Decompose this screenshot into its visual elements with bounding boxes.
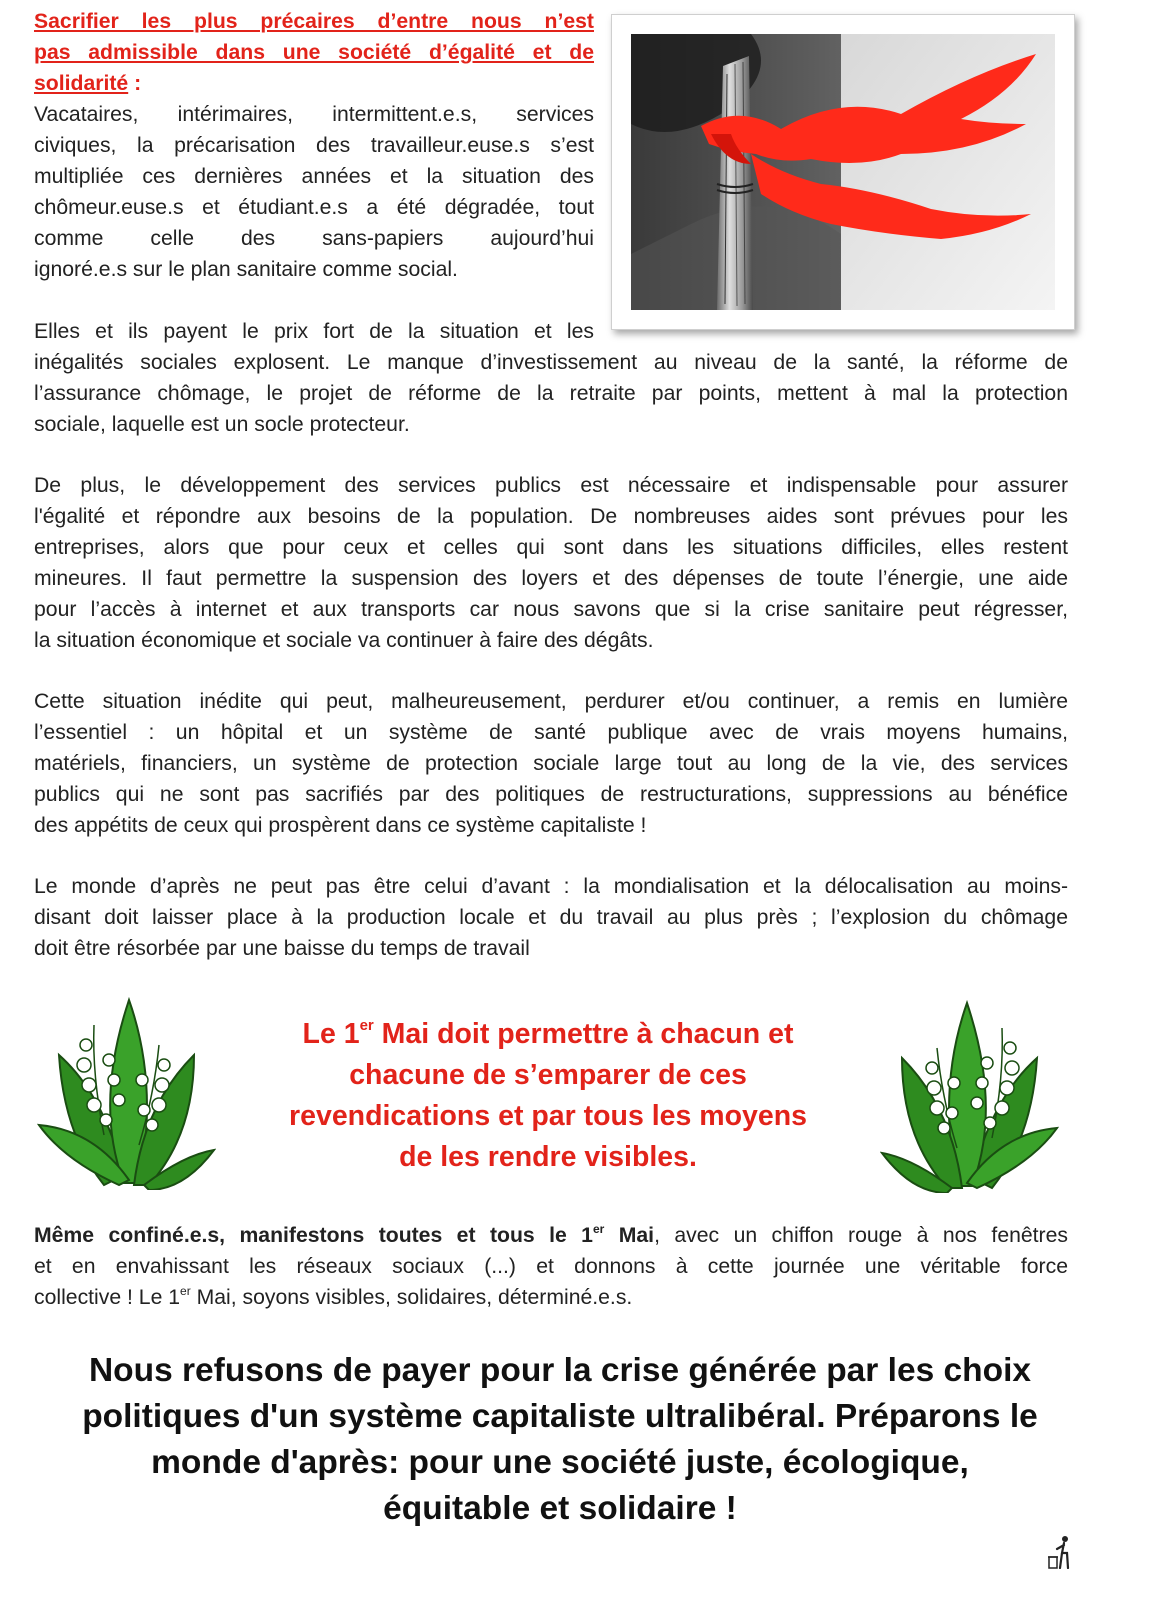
slogan-line: chacune de s’emparer de ces <box>349 1059 747 1091</box>
slogan-line <box>245 1005 851 1055</box>
mobilisation-bold-text: Mai <box>604 1224 655 1247</box>
paragraph-line: De plus, le développement des services publics est nécessaire et indispensable pour assurer <box>34 474 1068 497</box>
paragraph-4 <box>34 686 1068 841</box>
paragraph-line: l'égalité et répondre aux besoins de la population. De nombreuses aides sont prévues pour les <box>34 505 1068 528</box>
intro-paragraph <box>34 6 594 285</box>
paragraph-line: l’assurance chômage, le projet de réforme de la retraite par points, mettent à mal la protection <box>34 382 1068 405</box>
paragraph-line: la situation économique et sociale va continuer à faire des dégâts. <box>34 629 654 652</box>
mobilisation-text: Mai, soyons visibles, solidaires, déterminé.e.s. <box>190 1286 633 1309</box>
red-scarf-on-pole-image <box>631 34 1055 310</box>
paragraph-line: pour l’accès à internet et aux transports car nous savons que si la crise sanitaire peut régresser, <box>34 598 1068 621</box>
intro-body-line: Vacataires, intérimaires, intermittent.e.s, services <box>34 103 594 126</box>
lily-of-the-valley-icon <box>34 985 216 1190</box>
paragraph-5 <box>34 871 1068 964</box>
red-scarf-photo <box>611 14 1075 330</box>
closing-line: équitable et solidaire ! <box>383 1490 737 1527</box>
paragraph-3 <box>34 470 1068 656</box>
recycle-bin-icon <box>1048 1535 1074 1569</box>
slogan-text: Le 1 <box>302 1018 360 1050</box>
slogan-line: de les rendre visibles. <box>399 1141 697 1173</box>
paragraph-line: inégalités sociales explosent. Le manque d’investissement au niveau de la santé, la réforme de <box>34 351 1068 374</box>
may-day-slogan <box>245 1005 851 1178</box>
paragraph-line: entreprises, alors que pour ceux et celles qui sont dans les situations difficiles, elles restent <box>34 536 1068 559</box>
paragraph-line: Cette situation inédite qui peut, malheureusement, perdurer et/ou continuer, a remis en lumière <box>34 690 1068 713</box>
slogan-text: Mai doit permettre à chacun et <box>373 1018 794 1050</box>
slogan-line: revendications et par tous les moyens <box>289 1100 807 1132</box>
paragraph-line: l’essentiel : un hôpital et un système de santé publique avec de vrais moyens humains, <box>34 721 1068 744</box>
paragraph-line: mineures. Il faut permettre la suspension des loyers et des dépenses de toute l’énergie, une aide <box>34 567 1068 590</box>
intro-body-line: civiques, la précarisation des travailleur.euse.s s’est <box>34 134 594 157</box>
mobilisation-line <box>34 1220 1068 1251</box>
intro-headline-colon: : <box>128 72 142 95</box>
mobilisation-bold <box>34 1224 654 1247</box>
intro-headline-line: Sacrifier les plus précaires d’entre nous n’est <box>34 10 594 33</box>
intro-headline-word: solidarité <box>34 72 129 95</box>
mobilisation-bold-text: Même confiné.e.s, manifestons toutes et tous le 1 <box>34 1224 593 1247</box>
intro-body-line: comme celle des sans-papiers aujourd’hui <box>34 227 594 250</box>
mobilisation-paragraph <box>34 1220 1068 1313</box>
closing-line: Nous refusons de payer pour la crise générée par les choix <box>88 1352 1032 1389</box>
lily-of-the-valley-icon <box>880 988 1062 1193</box>
intro-body-line: multipliée ces dernières années et la situation des <box>34 165 594 188</box>
intro-headline-last-line <box>34 68 594 99</box>
intro-headline-line: pas admissible dans une société d’égalité et de <box>34 41 594 64</box>
mobilisation-text: collective ! Le 1 <box>34 1286 181 1309</box>
mobilisation-line <box>34 1282 1068 1313</box>
paragraph-line: Le monde d’après ne peut pas être celui d’avant : la mondialisation et la délocalisation au moins- <box>34 875 1068 898</box>
mobilisation-superscript: er <box>592 1222 605 1236</box>
paragraph-line: matériels, financiers, un système de protection sociale large tout au long de la vie, des services <box>34 752 1068 775</box>
paragraph-line: doit être résorbée par une baisse du temps de travail <box>34 937 530 960</box>
paragraph-line: disant doit laisser place à la production locale et du travail au plus près ; l’explosion du chômage <box>34 906 1068 929</box>
closing-line: politiques d'un système capitaliste ultralibéral. Préparons le <box>82 1398 1038 1435</box>
paragraph-line: sociale, laquelle est un socle protecteur. <box>34 413 410 436</box>
slogan-superscript: er <box>359 1017 374 1034</box>
intro-body-line: ignoré.e.s sur le plan sanitaire comme social. <box>34 258 458 281</box>
closing-statement <box>20 1348 1100 1532</box>
paragraph-line: publics qui ne sont pas sacrifiés par des politiques de restructurations, suppressions au bénéfice <box>34 783 1068 806</box>
intro-body-line: chômeur.euse.s et étudiant.e.s a été dégradée, tout <box>34 196 594 219</box>
paragraph-line: des appétits de ceux qui prospèrent dans ce système capitaliste ! <box>34 814 647 837</box>
mobilisation-text: , avec un chiffon rouge à nos fenêtres <box>654 1224 1068 1247</box>
mobilisation-line: et en envahissant les réseaux sociaux (...) et donnons à cette journée une véritable force <box>34 1255 1068 1278</box>
mobilisation-superscript: er <box>180 1284 191 1298</box>
paragraph-2 <box>34 316 1068 440</box>
closing-line: monde d'après: pour une société juste, écologique, <box>151 1444 969 1481</box>
paragraph-line: Elles et ils payent le prix fort de la situation et les <box>34 320 594 343</box>
